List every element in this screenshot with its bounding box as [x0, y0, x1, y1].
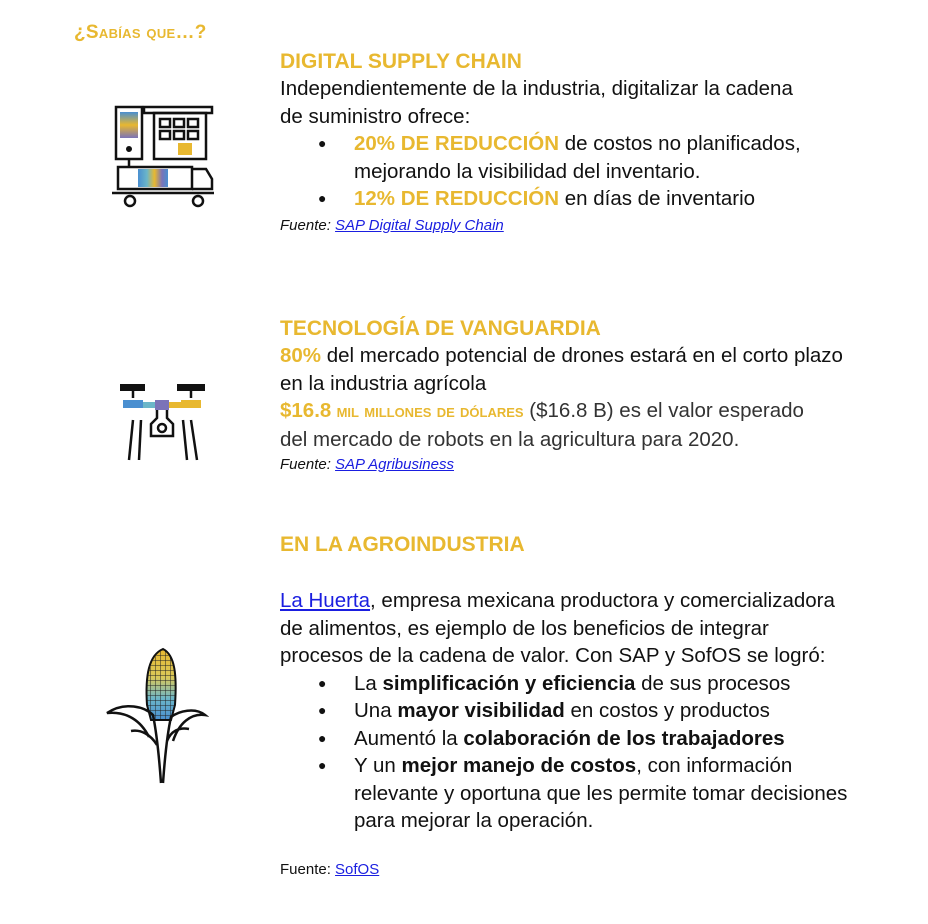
corn-icon [105, 645, 209, 785]
list-item: ● Y un mejor manejo de costos, con información relevante y oportuna que les permite tomar decisiones para mejorar la operación. [354, 752, 854, 835]
tech-title: TECNOLOGÍA DE VANGUARDIA [280, 317, 601, 340]
list-item: ● Una mayor visibilidad en costos y productos [354, 697, 854, 725]
supply-list [280, 130, 824, 213]
agro-intro: La Huerta, empresa mexicana productora y comercializadora de alimentos, es ejemplo de los beneficios de integrar procesos de la cadena de valor. Con SAP y SofOS se logró: [280, 589, 835, 667]
agro-list [280, 670, 854, 835]
agro-title: EN LA AGROINDUSTRIA [280, 533, 525, 556]
kicker-title: ¿Sabías que…? [74, 22, 207, 43]
tech-source: Fuente: SAP Agribusiness [280, 456, 454, 473]
source-link[interactable]: SAP Agribusiness [335, 456, 454, 473]
agro-source: Fuente: SofOS [280, 860, 380, 878]
source-link[interactable]: SofOS [335, 860, 380, 878]
supply-chain-icon [108, 103, 218, 211]
tech-paragraph-1: 80% del mercado potencial de drones estará en el corto plazo en la industria agrícola [280, 344, 843, 395]
section-technology [280, 315, 900, 474]
source-link[interactable]: SAP Digital Supply Chain [335, 216, 504, 234]
tech-paragraph-2: $16.8 mil millones de dólares ($16.8 B) es el valor esperado del mercado de robots en la agricultura para 2020. [280, 399, 804, 451]
section-agroindustry [280, 531, 900, 879]
list-item: ● 20% DE REDUCCIÓN de costos no planificados, mejorando la visibilidad del inventario. [354, 130, 824, 185]
section-supply-chain [280, 48, 900, 235]
list-item: ● La simplificación y eficiencia de sus procesos [354, 670, 854, 698]
list-item: ● 12% DE REDUCCIÓN en días de inventario [354, 185, 824, 213]
list-item: ● Aumentó la colaboración de los trabajadores [354, 725, 854, 753]
drone-icon [115, 380, 215, 464]
la-huerta-link[interactable]: La Huerta [280, 589, 371, 612]
supply-intro: Independientemente de la industria, digitalizar la cadena de suministro ofrece: [280, 77, 793, 128]
supply-source: Fuente: SAP Digital Supply Chain [280, 216, 504, 234]
supply-title: DIGITAL SUPPLY CHAIN [280, 50, 522, 73]
